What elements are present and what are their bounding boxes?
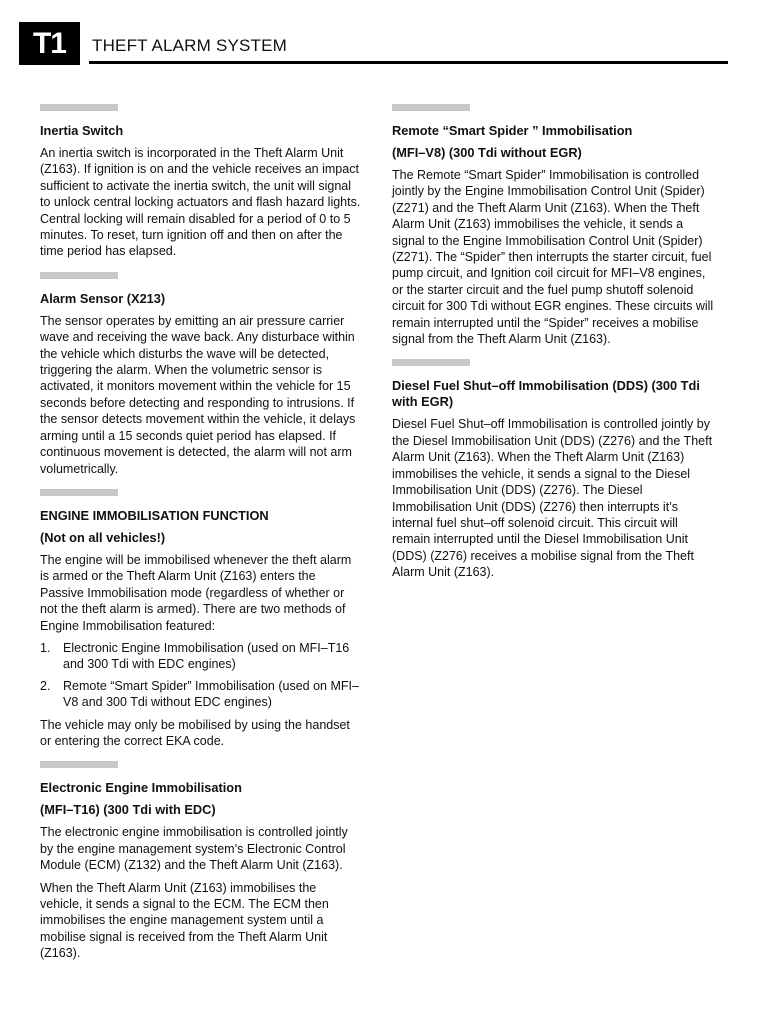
section-subheading: (MFI–T16) (300 Tdi with EDC) (40, 802, 216, 818)
list-item (40, 640, 362, 673)
section-body: When the Theft Alarm Unit (Z163) immobilises the vehicle, it sends a signal to the ECM. The ECM then immobilises the engine management system until a mobilise signal is received from the Theft Alarm Unit (Z163). (40, 880, 329, 961)
section-body: The engine will be immobilised whenever the theft alarm is armed or the Theft Alarm Unit (Z163) enters the Passive Immobilisation mode (regardless of whether or not the theft alarm is armed). There are two methods of Engine Immobilisation featured: (40, 552, 352, 633)
section-divider-bar (40, 272, 118, 279)
section-heading: Electronic Engine Immobilisation (40, 780, 242, 796)
section-heading: Alarm Sensor (X213) (40, 290, 166, 306)
section-alarm-sensor (40, 272, 362, 477)
list-item (40, 678, 362, 711)
page-title: THEFT ALARM SYSTEM (92, 36, 288, 55)
section-closing: The vehicle may only be mobilised by using the handset or entering the correct EKA code. (40, 717, 350, 748)
section-badge: T1 (19, 22, 80, 65)
section-body: The electronic engine immobilisation is controlled jointly by the engine management system’s Electronic Control Module (ECM) (Z132) and the Theft Alarm Unit (Z163). (40, 825, 348, 873)
right-column (392, 104, 714, 593)
section-inertia-switch (40, 104, 362, 260)
section-body: Diesel Fuel Shut–off Immobilisation is controlled jointly by the Diesel Immobilisation Unit (DDS) (Z276) and the Theft Alarm Unit (Z163). When the Theft Alarm Unit (Z163) immobilises the vehicle, it sends a signal to the Diesel Immobilisation Unit (DDS) (Z276). The Diesel Immobilisation Unit (DDS) (Z276) then interrupts it’s internal fuel shut–off solenoid circuit. This circuit will remain interrupted until the Diesel Immobilisation Unit (DDS) (Z276) receives a mobilise signal from the Theft Alarm Unit (Z163). (392, 417, 713, 580)
list-text: Electronic Engine Immobilisation (used on MFI–T16 and 300 Tdi with EDC engines) (63, 640, 350, 672)
section-engine-immobilisation (40, 489, 362, 749)
list-number: 2. (40, 678, 51, 693)
section-electronic-immobilisation (40, 761, 362, 961)
section-body: The Remote “Smart Spider” Immobilisation is controlled jointly by the Engine Immobilisation Control Unit (Spider) (Z271) and the Theft Alarm Unit (Z163). When the Theft Alarm Unit (Z163) immobilises the vehicle, it sends a signal to the Engine Immobilisation Control Unit (Spider) (Z271). The “Spider” then interrupts the starter circuit, fuel pump circuit, and Ignition coil circuit for MFI–V8 engines, or the starter circuit and the fuel pump shutoff solenoid circuit for 300 Tdi without EGR engines. These circuits will remain interrupted until the “Spider” receives a mobilise signal from the Theft Alarm Unit (Z163). (392, 168, 714, 347)
section-smart-spider (392, 104, 714, 347)
section-divider-bar (40, 104, 118, 111)
section-heading: Diesel Fuel Shut–off Immobilisation (DDS) (300 Tdi with EGR) (392, 378, 700, 410)
list-number: 1. (40, 640, 51, 655)
list-text: Remote “Smart Spider” Immobilisation (used on MFI–V8 and 300 Tdi without EDC engines) (63, 678, 359, 710)
section-diesel-shutoff (392, 359, 714, 580)
section-subheading: (Not on all vehicles!) (40, 529, 166, 545)
section-body: The sensor operates by emitting an air pressure carrier wave and receiving the wave back. Any disturbace within the vehicle which disturbs the wave will be detected, triggering the alarm. When the volumetric sensor is activated, it monitors movement within the vehicle for 15 seconds before detecting and responding to intrusions. If the sensor detects movement within the vehicle, it delays arming until a 15 seconds quiet period has elapsed. If continuous movement is detected, the alarm will not arm volumetrically. (40, 313, 356, 476)
section-subheading: (MFI–V8) (300 Tdi without EGR) (392, 145, 582, 160)
methods-list (40, 640, 362, 711)
section-divider-bar (392, 104, 470, 111)
section-heading: ENGINE IMMOBILISATION FUNCTION (40, 507, 269, 523)
section-divider-bar (40, 489, 118, 496)
section-heading: Remote “Smart Spider ” Immobilisation (392, 123, 633, 138)
section-divider-bar (392, 359, 470, 366)
section-body: An inertia switch is incorporated in the Theft Alarm Unit (Z163). If ignition is on and the vehicle receives an impact sufficient to activate the inertia switch, the unit will signal to unlock central locking actuators and flash hazard lights. Central locking will remain disabled for a period of 0 to 5 minutes. To reset, turn ignition off and then on after the time period has elapsed. (40, 146, 361, 259)
section-heading: Inertia Switch (40, 123, 124, 138)
header-rule (89, 61, 728, 64)
section-divider-bar (40, 761, 118, 768)
left-column (40, 104, 362, 974)
